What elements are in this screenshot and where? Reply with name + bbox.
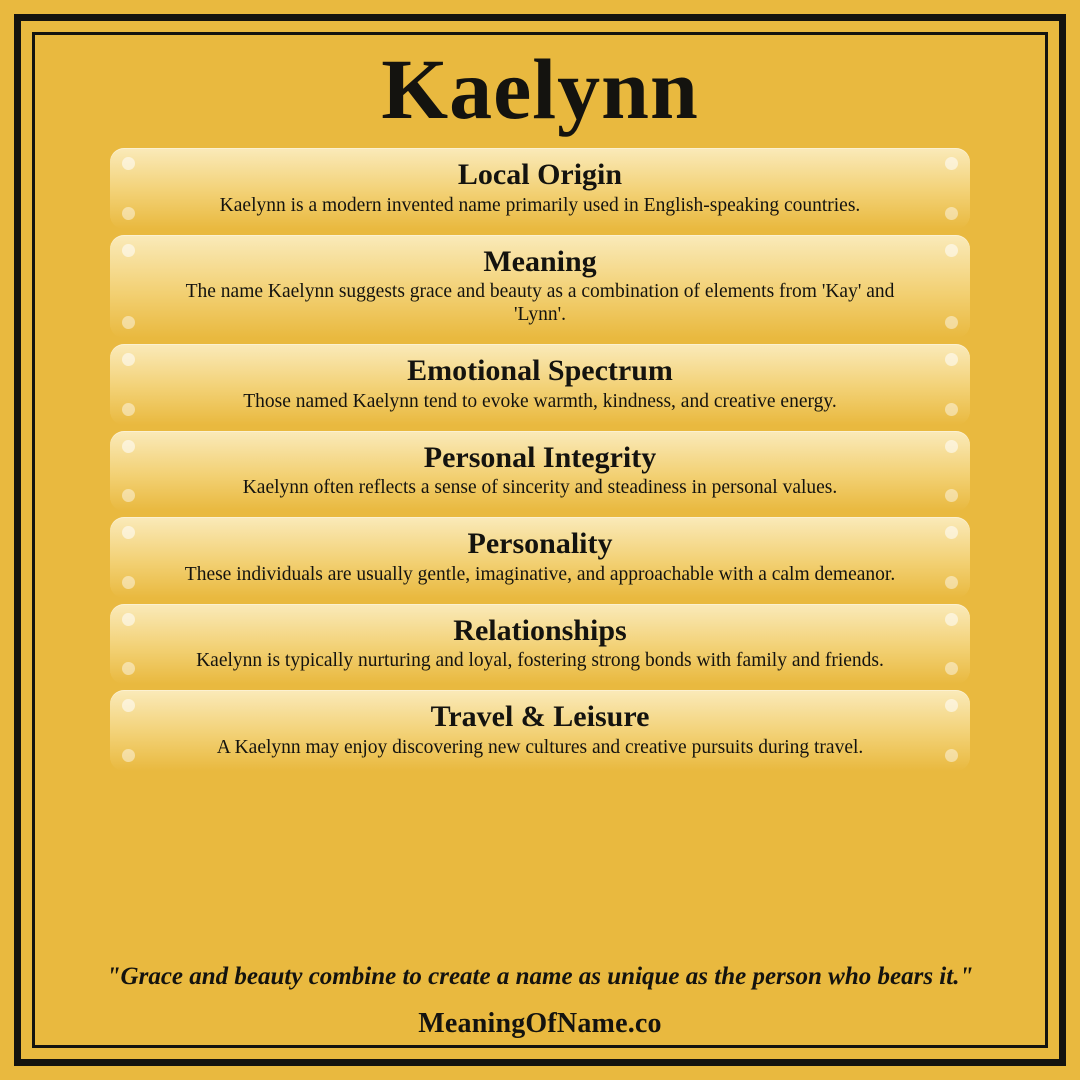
section-title: Relationships xyxy=(453,613,627,647)
section-title: Emotional Spectrum xyxy=(407,354,673,388)
section-title: Personality xyxy=(467,527,613,561)
sections-list xyxy=(38,148,1042,962)
section-card xyxy=(110,517,970,598)
section-text: Kaelynn is a modern invented name primarily used in English-speaking countries. xyxy=(219,194,861,216)
section-text: Kaelynn often reflects a sense of sincerity and steadiness in personal values. xyxy=(242,477,838,499)
section-text: These individuals are usually gentle, imaginative, and approachable with a calm demeanor. xyxy=(184,563,896,585)
section-title: Travel & Leisure xyxy=(430,700,650,734)
card-dot-bottom-right-icon xyxy=(945,576,958,589)
page-title: Kaelynn xyxy=(381,41,699,137)
brand-name: MeaningOfName.co xyxy=(418,1008,662,1039)
card-dot-bottom-right-icon xyxy=(945,403,958,416)
card-dot-bottom-right-icon xyxy=(945,207,958,220)
card-dot-bottom-right-icon xyxy=(945,316,958,329)
section-card xyxy=(110,148,970,229)
section-card xyxy=(110,235,970,339)
card-dot-bottom-right-icon xyxy=(945,749,958,762)
section-text: A Kaelynn may enjoy discovering new cultures and creative pursuits during travel. xyxy=(216,736,864,758)
card-dot-bottom-right-icon xyxy=(945,489,958,502)
section-title: Local Origin xyxy=(457,158,623,192)
card-dot-bottom-left-icon xyxy=(122,316,135,329)
card-dot-bottom-left-icon xyxy=(122,749,135,762)
poster-footer xyxy=(38,962,1042,1040)
poster-content xyxy=(38,38,1042,1042)
quote-text: "Grace and beauty combine to create a name as unique as the person who bears it." xyxy=(106,963,974,990)
section-card xyxy=(110,344,970,425)
section-text: The name Kaelynn suggests grace and beauty as a combination of elements from 'Kay' and 'Lynn'. xyxy=(185,281,895,326)
section-text: Kaelynn is typically nurturing and loyal, fostering strong bonds with family and friends. xyxy=(196,650,884,672)
card-dot-bottom-left-icon xyxy=(122,576,135,589)
section-title: Personal Integrity xyxy=(423,440,657,474)
section-title: Meaning xyxy=(483,244,597,278)
section-card xyxy=(110,690,970,771)
card-dot-bottom-left-icon xyxy=(122,662,135,675)
card-dot-bottom-left-icon xyxy=(122,489,135,502)
card-dot-bottom-right-icon xyxy=(945,662,958,675)
card-dot-bottom-left-icon xyxy=(122,403,135,416)
section-card xyxy=(110,431,970,512)
card-dot-bottom-left-icon xyxy=(122,207,135,220)
section-text: Those named Kaelynn tend to evoke warmth, kindness, and creative energy. xyxy=(243,390,837,412)
section-card xyxy=(110,604,970,685)
